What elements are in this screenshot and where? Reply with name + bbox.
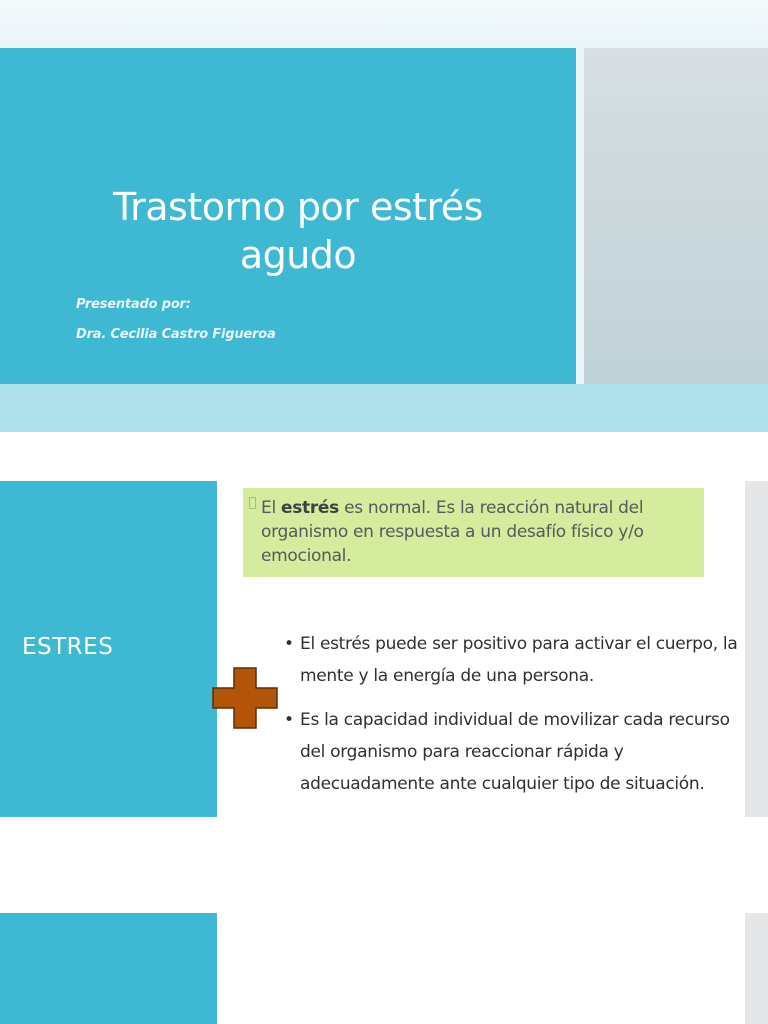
- bullet-dot: •: [284, 710, 294, 730]
- list-item: [284, 628, 744, 692]
- list-item-text: Es la capacidad individual de movilizar cada recurso del organismo para reaccionar rápida y adecuadamente ante cualquier tipo de situación.: [300, 710, 730, 794]
- bullet-list: [284, 628, 744, 812]
- box-bullet-icon: [249, 497, 256, 509]
- bullet-dot: •: [284, 634, 294, 654]
- list-item: [284, 704, 744, 800]
- definition-text: [261, 496, 699, 568]
- definition-bold: estrés: [280, 498, 339, 518]
- side-panel: [745, 481, 768, 817]
- slide-1: [0, 0, 768, 432]
- presenter-label: Presentado por:: [76, 297, 191, 312]
- bottom-band: [0, 384, 768, 432]
- slide-title: [40, 183, 556, 279]
- heading-panel: [0, 913, 217, 1024]
- slide-title-line-2: agudo: [239, 233, 357, 277]
- presenter-name: Dra. Cecilia Castro Figueroa: [76, 327, 276, 342]
- list-item-text: El estrés puede ser positivo para activar el cuerpo, la mente y la energía de una persona.: [300, 634, 738, 686]
- slide-heading: ESTRES: [22, 634, 114, 660]
- slide-title-line-1: Trastorno por estrés: [113, 185, 483, 229]
- plus-cross-icon: [212, 667, 278, 729]
- side-panel: [745, 913, 768, 1024]
- definition-post: es normal. Es la reacción natural del organismo en respuesta a un desafío físico y/o emocional.: [261, 498, 644, 566]
- side-panel: [584, 48, 768, 384]
- definition-pre: El: [261, 498, 281, 518]
